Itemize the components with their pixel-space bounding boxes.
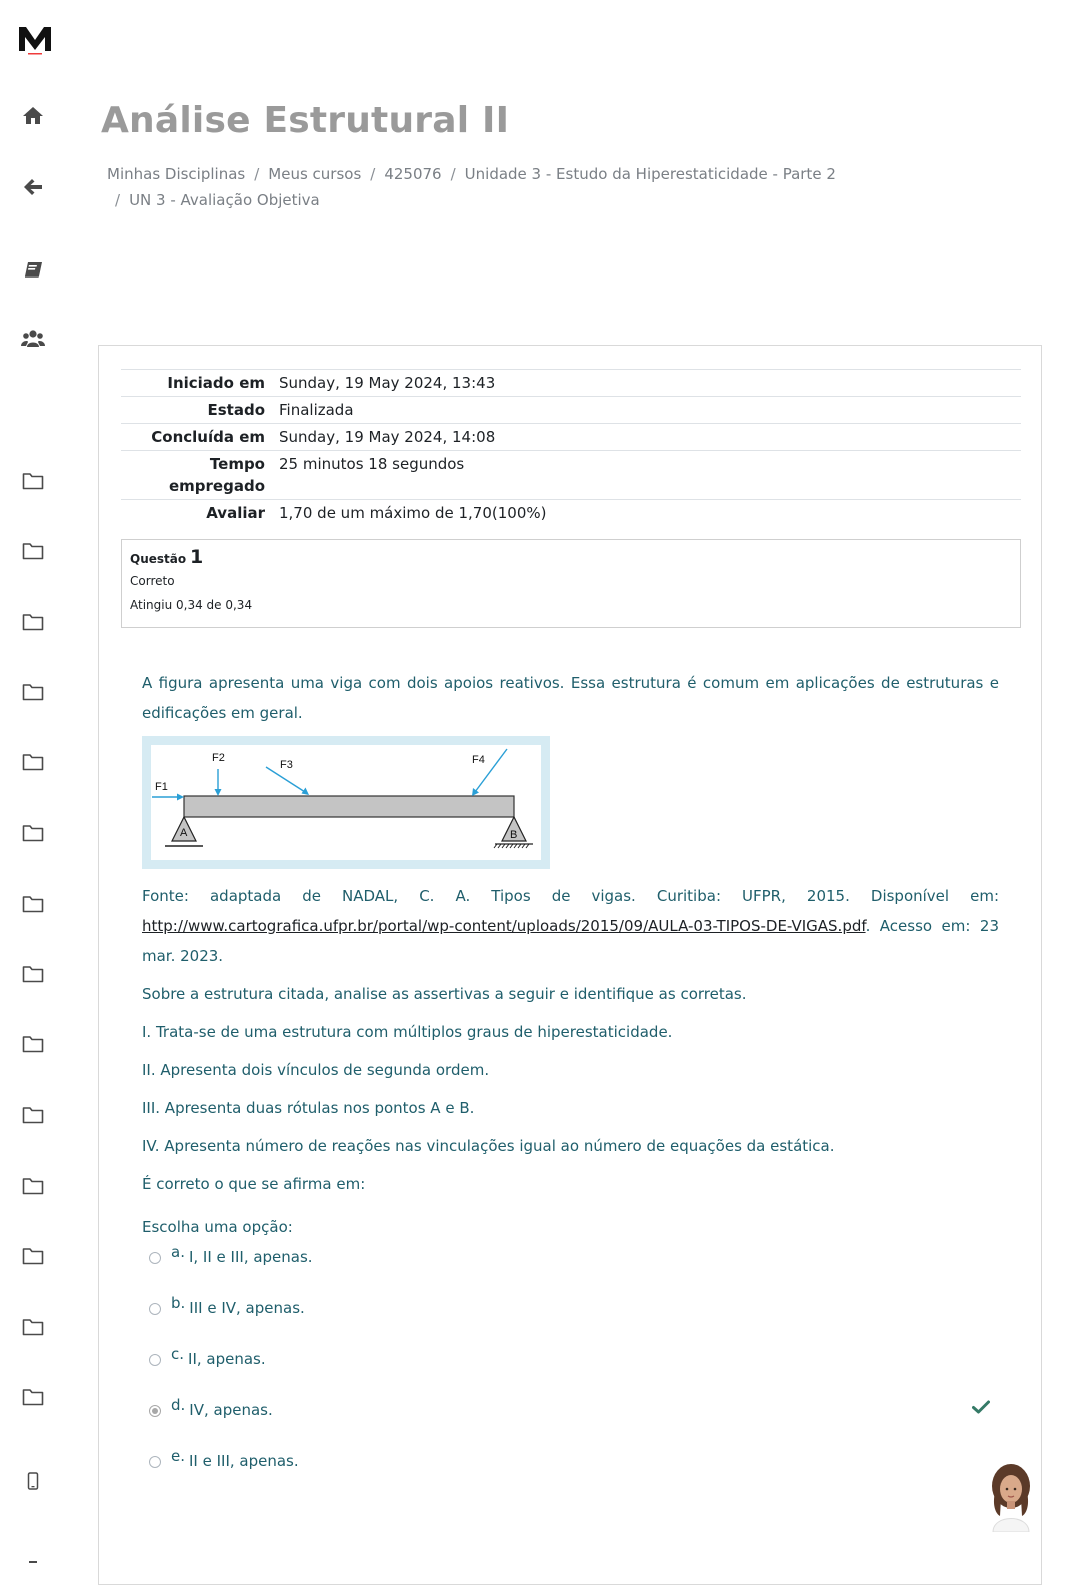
folder-icon[interactable] [21, 1175, 45, 1197]
folder-icon[interactable] [21, 611, 45, 633]
label-f4: F4 [472, 754, 485, 766]
option-letter: d. [171, 1396, 186, 1414]
mobile-app-icon[interactable] [21, 1470, 45, 1492]
summary-row [121, 500, 1021, 527]
source-link[interactable]: http://www.cartografica.ufpr.br/portal/wp-content/uploads/2015/09/AULA-03-TIPOS-DE-VIGAS.pdf [142, 917, 866, 935]
summary-row [121, 370, 1021, 397]
label-f3: F3 [280, 759, 293, 771]
folder-icon[interactable] [21, 540, 45, 562]
breadcrumb [107, 161, 867, 213]
folder-icon[interactable] [21, 963, 45, 985]
answer-option-d[interactable] [149, 1396, 273, 1419]
folder-icon[interactable] [21, 893, 45, 915]
question-label: Questão [130, 552, 187, 566]
statement: I. Trata-se de uma estrutura com múltiplos graus de hiperestaticidade. [142, 1023, 673, 1041]
radio-button[interactable] [149, 1354, 161, 1366]
minus-icon[interactable] [21, 1548, 45, 1570]
beam-diagram [151, 745, 541, 860]
summary-row [121, 451, 1021, 500]
source-suffix: . Acesso em: 23 mar. 2023. [142, 917, 999, 965]
label-f2: F2 [212, 752, 225, 764]
choose-option-prompt: Escolha uma opção: [142, 1218, 293, 1236]
summary-row [121, 424, 1021, 451]
option-text: II e III, apenas. [189, 1452, 299, 1470]
source-prefix: Fonte: adaptada de NADAL, C. A. Tipos de vigas. Curitiba: UFPR, 2015. Disponível em: [142, 887, 999, 905]
summary-label: Iniciado em [167, 374, 265, 392]
option-letter: a. [171, 1243, 185, 1261]
folder-icon[interactable] [21, 822, 45, 844]
option-text: II, apenas. [188, 1350, 266, 1368]
summary-value: 25 minutos 18 segundos [279, 455, 465, 473]
question-instruction: Sobre a estrutura citada, analise as assertivas a seguir e identifique as corretas. [142, 985, 747, 1003]
answer-option-c[interactable] [149, 1345, 266, 1368]
summary-value: Sunday, 19 May 2024, 14:08 [279, 428, 496, 446]
summary-row [121, 397, 1021, 424]
question-info-box [121, 539, 1021, 628]
answer-option-a[interactable] [149, 1243, 313, 1266]
breadcrumb-item[interactable]: Minhas Disciplinas [107, 165, 246, 183]
summary-label: Avaliar [206, 504, 265, 522]
folder-icon[interactable] [21, 681, 45, 703]
folder-icon[interactable] [21, 1033, 45, 1055]
summary-label: Estado [207, 401, 265, 419]
label-a: A [180, 827, 188, 839]
beam-figure [142, 736, 550, 869]
summary-value: Sunday, 19 May 2024, 13:43 [279, 374, 496, 392]
back-arrow-icon[interactable] [21, 176, 45, 198]
beam [184, 796, 514, 817]
radio-button[interactable] [149, 1303, 161, 1315]
folder-icon[interactable] [21, 1386, 45, 1408]
answer-option-e[interactable] [149, 1447, 299, 1470]
quiz-review-card [98, 345, 1042, 1585]
option-text: IV, apenas. [189, 1401, 273, 1419]
summary-value: Finalizada [279, 401, 354, 419]
breadcrumb-item[interactable]: UN 3 - Avaliação Objetiva [129, 191, 320, 209]
statement: III. Apresenta duas rótulas nos pontos A e B. [142, 1099, 475, 1117]
label-b: B [510, 829, 518, 841]
option-letter: c. [171, 1345, 185, 1363]
folder-icon[interactable] [21, 1104, 45, 1126]
statement: II. Apresenta dois vínculos de segunda ordem. [142, 1061, 490, 1079]
summary-label: Tempo empregado [168, 455, 265, 495]
label-f1: F1 [155, 781, 168, 793]
statement: IV. Apresenta número de reações nas vinculações igual ao número de equações da estática. [142, 1137, 835, 1155]
breadcrumb-separator: / [450, 165, 456, 183]
correct-check-icon [972, 1399, 990, 1418]
answer-option-b[interactable] [149, 1294, 305, 1317]
breadcrumb-separator: / [254, 165, 260, 183]
summary-label: Concluída em [151, 428, 265, 446]
radio-button-selected[interactable] [149, 1405, 161, 1417]
page-title: Análise Estrutural II [101, 100, 510, 141]
question-text [142, 668, 999, 1199]
option-letter: e. [171, 1447, 185, 1465]
summary-value: 1,70 de um máximo de 1,70(100%) [279, 504, 547, 522]
breadcrumb-item[interactable]: Meus cursos [268, 165, 362, 183]
attempt-summary-table [121, 369, 1021, 526]
question-score: Atingiu 0,34 de 0,34 [130, 598, 253, 612]
breadcrumb-separator: / [115, 191, 121, 209]
folder-icon[interactable] [21, 751, 45, 773]
question-number: 1 [189, 546, 204, 568]
figure-source [142, 881, 999, 971]
breadcrumb-item[interactable]: Unidade 3 - Estudo da Hiperestaticidade - Parte 2 [464, 165, 836, 183]
home-icon[interactable] [21, 104, 45, 126]
breadcrumb-separator: / [370, 165, 376, 183]
question-status: Correto [130, 574, 175, 588]
option-letter: b. [171, 1294, 186, 1312]
users-icon[interactable] [21, 328, 45, 350]
question-intro: A figura apresenta uma viga com dois apoios reativos. Essa estrutura é comum em aplicações de estruturas e edificações em geral. [142, 674, 999, 722]
breadcrumb-item[interactable]: 425076 [384, 165, 442, 183]
radio-button[interactable] [149, 1456, 161, 1468]
folder-icon[interactable] [21, 1245, 45, 1267]
left-nav-rail [0, 0, 66, 1572]
option-text: III e IV, apenas. [189, 1299, 305, 1317]
brand-logo[interactable] [18, 24, 52, 56]
option-text: I, II e III, apenas. [188, 1248, 313, 1266]
assistant-avatar[interactable] [986, 1462, 1036, 1532]
folder-icon[interactable] [21, 470, 45, 492]
folder-icon[interactable] [21, 1316, 45, 1338]
question-ask: É correto o que se afirma em: [142, 1175, 366, 1193]
radio-button[interactable] [149, 1252, 161, 1264]
book-icon[interactable] [21, 259, 45, 281]
